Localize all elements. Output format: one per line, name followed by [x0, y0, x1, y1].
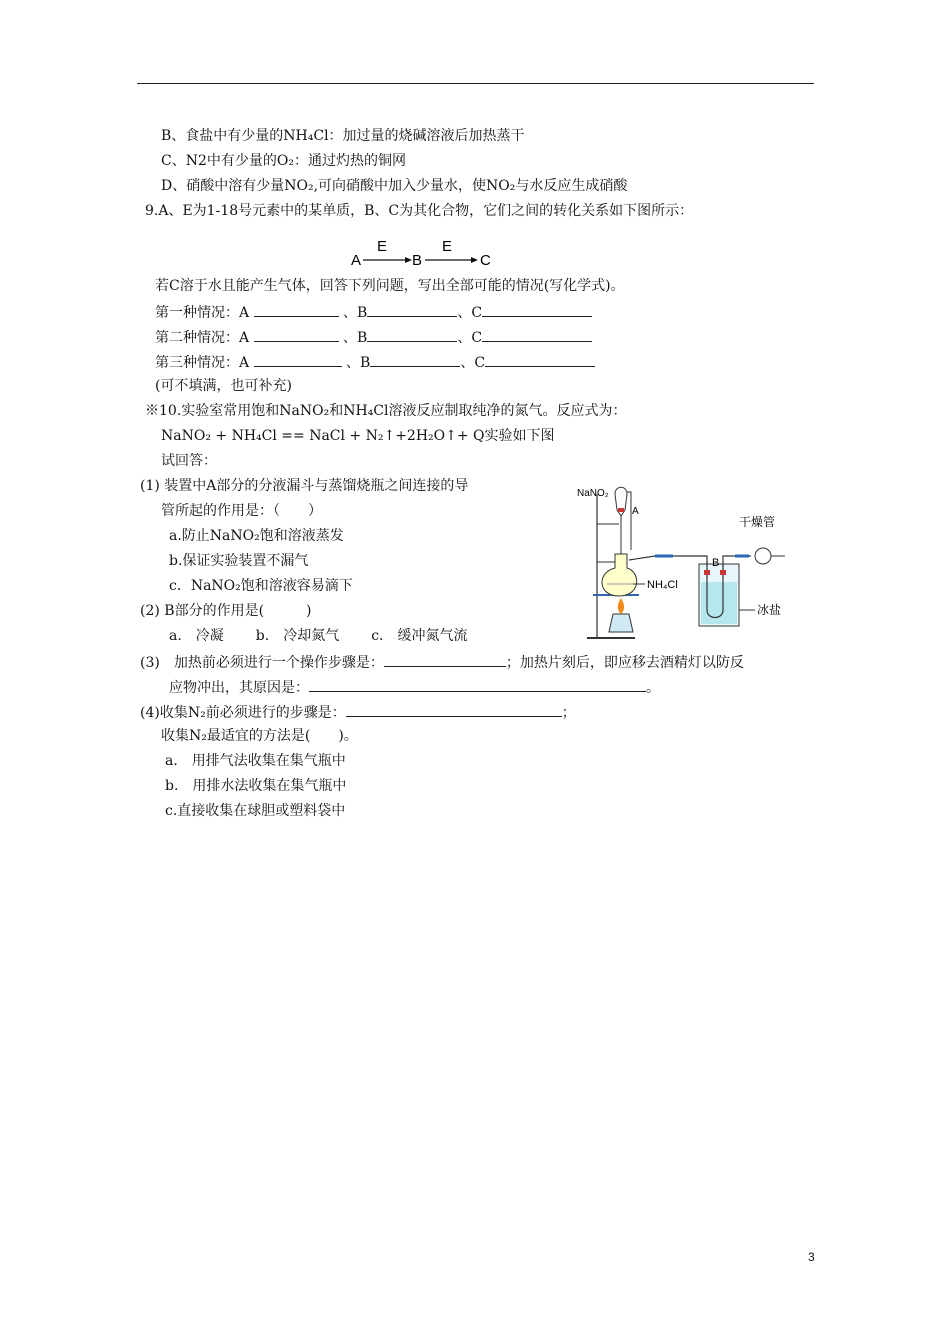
case-2: 第二种情况：A 、B 、C — [155, 327, 592, 347]
scheme-e2: E — [442, 238, 453, 255]
option-b: B、食盐中有少量的NH₄Cl：加过量的烧碱溶液后加热蒸干 — [161, 128, 525, 144]
part-1-line2: 管所起的作用是：（ ） — [161, 503, 322, 519]
part-2-options: a. 冷凝 b. 冷却氮气 c. 缓冲氮气流 — [169, 628, 468, 644]
scheme-a: A — [351, 252, 362, 269]
part-3-line1: (3) 加热前必须进行一个操作步骤是： ；加热片刻后，即应移去酒精灯以防反 — [140, 652, 744, 672]
q9-note: (可不填满，也可补充) — [155, 378, 292, 394]
question-9: 9.A、E为1-18号元素中的某单质，B、C为其化合物，它们之间的转化关系如下图所示： — [145, 203, 694, 219]
part-4-line1: (4)收集N₂前必须进行的步骤是： ； — [140, 702, 576, 722]
q10-equation: NaNO₂ + NH₄Cl == NaCl + N₂↑+2H₂O↑+ Q实验如下图 — [161, 428, 555, 444]
case-3: 第三种情况：A 、B 、C — [155, 352, 595, 372]
case-1: 第一种情况：A 、B 、C — [155, 302, 592, 322]
label-a: A — [632, 506, 639, 517]
q10-try: 试回答： — [161, 453, 217, 469]
apparatus-figure — [575, 482, 790, 642]
header-rule — [137, 83, 814, 84]
q9-prompt: 若C溶于水且能产生气体，回答下列问题，写出全部可能的情况(写化学式)。 — [155, 278, 625, 294]
part-3-line2: 应物冲出，其原因是： 。 — [169, 677, 660, 697]
part-1-option-a: a.防止NaNO₂饱和溶液蒸发 — [169, 528, 344, 544]
part-4-line2: 收集N₂最适宜的方法是( )。 — [161, 728, 358, 744]
scheme-e1: E — [377, 238, 388, 255]
label-nh4cl: NH₄Cl — [647, 579, 678, 591]
scheme-c: C — [480, 252, 491, 269]
page-number: 3 — [808, 1250, 815, 1264]
part-2: (2) B部分的作用是( ) — [140, 603, 312, 619]
part-1-option-b: b.保证实验装置不漏气 — [169, 553, 309, 569]
label-b: B — [712, 557, 720, 569]
part-1-option-c: c．NaNO₂饱和溶液容易滴下 — [169, 578, 353, 594]
label-nano2: NaNO₂ — [577, 488, 609, 499]
part-4-option-c: c.直接收集在球胆或塑料袋中 — [165, 803, 346, 819]
reaction-scheme — [349, 237, 499, 269]
scheme-b: B — [412, 252, 423, 269]
option-d: D、硝酸中溶有少量NO₂,可向硝酸中加入少量水，使NO₂与水反应生成硝酸 — [161, 178, 628, 194]
option-c: C、N2中有少量的O₂：通过灼热的铜网 — [161, 153, 406, 169]
part-1-line1: (1) 装置中A部分的分液漏斗与蒸馏烧瓶之间连接的导 — [140, 478, 469, 494]
part-4-option-a: a. 用排气法收集在集气瓶中 — [165, 753, 346, 769]
question-10: ※10.实验室常用饱和NaNO₂和NH₄Cl溶液反应制取纯净的氮气。反应式为： — [145, 403, 627, 419]
label-drying-tube: 干燥管 — [739, 515, 776, 529]
part-4-option-b: b. 用排水法收集在集气瓶中 — [165, 778, 347, 794]
label-ice-salt: 冰盐 — [757, 603, 782, 617]
